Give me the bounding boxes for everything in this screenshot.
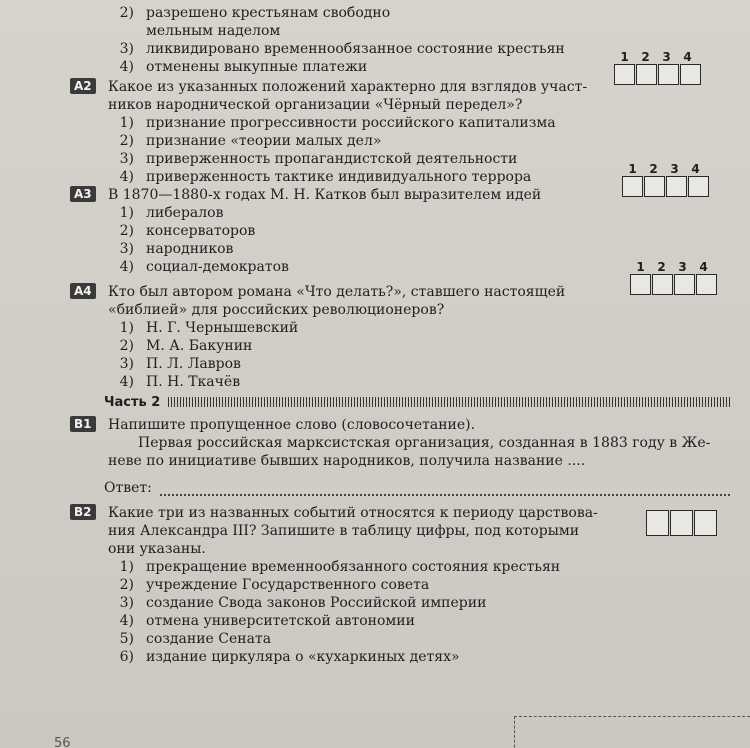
a3-option-1[interactable]: 1) либералов: [119, 205, 224, 221]
question-badge: А2: [70, 78, 96, 94]
a2-option-1[interactable]: 1) признание прогрессивности российского капитализма: [119, 115, 556, 131]
a4-answer-grid: 1 2 3 4: [630, 260, 750, 295]
a1-option-3[interactable]: 3) ликвидировано временнообязанное состояние крестьян: [119, 41, 565, 57]
answer-box[interactable]: [636, 64, 657, 85]
a3-option-4[interactable]: 4) социал-демократов: [119, 259, 289, 275]
a4-option-1[interactable]: 1) Н. Г. Чернышевский: [119, 320, 299, 336]
answer-box[interactable]: [644, 176, 665, 197]
question-a3: [70, 186, 720, 276]
b2-answer-grid: [646, 510, 718, 536]
answer-box[interactable]: [688, 176, 709, 197]
answer-box[interactable]: [670, 510, 693, 536]
answer-box[interactable]: [622, 176, 643, 197]
a4-option-3[interactable]: 3) П. Л. Лавров: [119, 356, 241, 372]
question-text-line: Кто был автором романа «Что делать?», ставшего настоящей: [108, 284, 566, 300]
question-text-line: ников народнической организации «Чёрный передел»?: [108, 97, 523, 113]
answer-dotted-line[interactable]: [160, 482, 730, 496]
question-badge: А4: [70, 283, 96, 299]
answer-box[interactable]: [652, 274, 673, 295]
part-divider: [168, 397, 730, 407]
answer-box[interactable]: [646, 510, 669, 536]
question-a4: [70, 283, 720, 391]
b2-option-2[interactable]: 2) учреждение Государственного совета: [119, 577, 430, 593]
page-number: 56: [54, 736, 71, 748]
a1-option-2[interactable]: 2) разрешено крестьянам свободно: [119, 5, 391, 21]
a3-option-2[interactable]: 2) консерваторов: [119, 223, 256, 239]
answer-label: Ответ:: [104, 480, 152, 496]
next-answer-frame: [514, 716, 750, 748]
answer-box[interactable]: [680, 64, 701, 85]
answer-box[interactable]: [696, 274, 717, 295]
b2-option-4[interactable]: 4) отмена университетской автономии: [119, 613, 415, 629]
b2-option-6[interactable]: 6) издание циркуляра о «кухаркиных детях»: [119, 649, 460, 665]
question-b2: [70, 504, 720, 666]
answer-box[interactable]: [666, 176, 687, 197]
question-text-line: Какое из указанных положений характерно для взглядов участ-: [108, 79, 588, 95]
part-2-title: Часть 2: [104, 394, 161, 410]
question-badge: В2: [70, 504, 96, 520]
question-badge: А3: [70, 186, 96, 202]
answer-box[interactable]: [614, 64, 635, 85]
a2-option-2[interactable]: 2) признание «теории малых дел»: [119, 133, 382, 149]
question-badge: В1: [70, 416, 96, 432]
a1-option-4[interactable]: 4) отменены выкупные платежи: [119, 59, 368, 75]
question-text-line: Первая российская марксистская организация, созданная в 1883 году в Же-: [138, 435, 711, 451]
b2-option-3[interactable]: 3) создание Свода законов Российской империи: [119, 595, 487, 611]
question-text-line: «библией» для российских революционеров?: [108, 302, 445, 318]
a2-answer-grid: 1 2 3 4: [614, 50, 750, 85]
question-text-line: В 1870—1880-х годах М. Н. Катков был выразителем идей: [108, 187, 542, 203]
question-text-line: ния Александра III? Запишите в таблицу цифры, под которыми: [108, 523, 580, 539]
a3-option-3[interactable]: 3) народников: [119, 241, 234, 257]
answer-box[interactable]: [630, 274, 651, 295]
a4-option-4[interactable]: 4) П. Н. Ткачёв: [119, 374, 241, 390]
a1-option-2-cont: мельным наделом: [146, 23, 281, 39]
a2-option-3[interactable]: 3) приверженность пропагандистской деятельности: [119, 151, 518, 167]
b1-answer-field[interactable]: [104, 478, 730, 496]
a4-option-2[interactable]: 2) М. А. Бакунин: [119, 338, 253, 354]
part-2-header: [104, 394, 730, 410]
answer-box[interactable]: [694, 510, 717, 536]
question-text-line: Какие три из названных событий относятся к периоду царствова-: [108, 505, 598, 521]
question-b1: [70, 416, 720, 470]
b2-option-1[interactable]: 1) прекращение временнообязанного состояния крестьян: [119, 559, 561, 575]
a2-option-4[interactable]: 4) приверженность тактике индивидуального террора: [119, 169, 532, 185]
answer-box[interactable]: [674, 274, 695, 295]
b2-option-5[interactable]: 5) создание Сената: [119, 631, 272, 647]
question-text-line: они указаны.: [108, 541, 206, 557]
a3-answer-grid: 1 2 3 4: [622, 162, 750, 197]
question-text-line: Напишите пропущенное слово (словосочетание).: [108, 417, 476, 433]
answer-box[interactable]: [658, 64, 679, 85]
question-text-line: неве по инициативе бывших народников, получила название ....: [108, 453, 586, 469]
